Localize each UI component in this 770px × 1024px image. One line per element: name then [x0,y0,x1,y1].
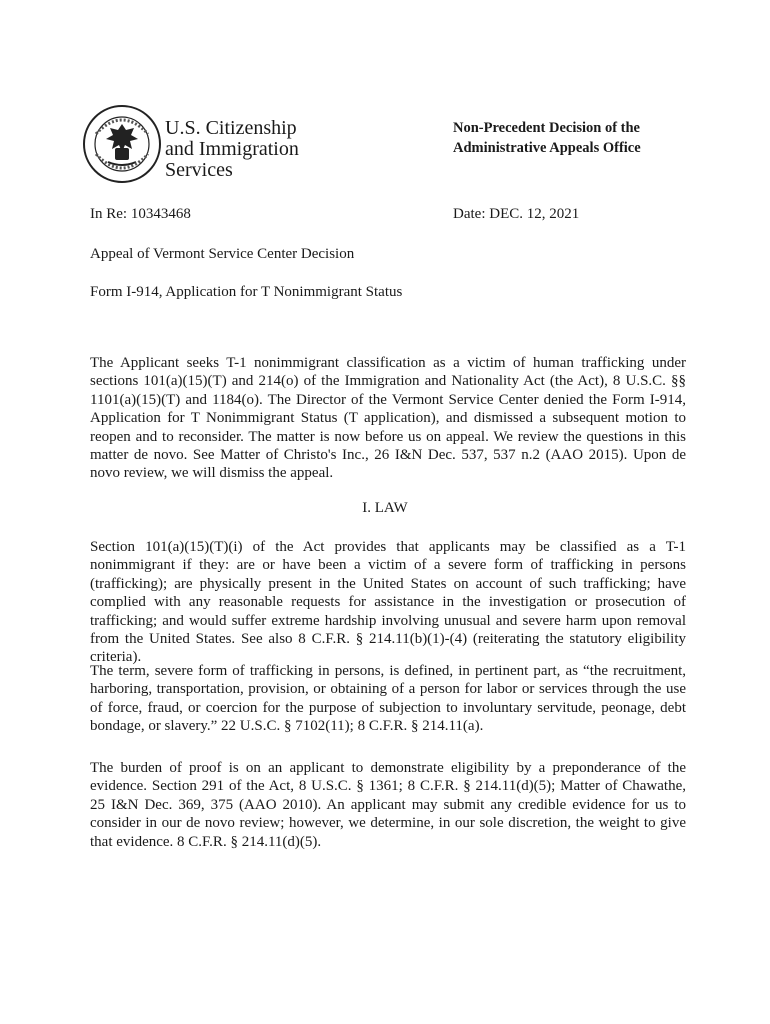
appeal-line: Appeal of Vermont Service Center Decision [90,246,355,262]
decision-date: Date: DEC. 12, 2021 [453,206,580,222]
dhs-seal-icon [82,104,162,184]
agency-line: Services [165,159,233,181]
decision-title [453,118,641,158]
agency-name [165,118,299,181]
law-paragraph: The burden of proof is on an applicant to demonstrate eligibility by a preponderance of the evidence. Section 291 of the Act, 8 U.S.C. § 1361; 8 C.F.R. § 214.11(d)(5); Matter of Chawathe, 25 I&N Dec. 369, 375 (AAO 2010). An applicant may submit any credible evidence for us to consider in our de novo review; however, we determine, in our sole discretion, the weight to give that evidence. 8 C.F.R. § 214.11(d)(5). [90,760,686,850]
decision-title-line: Administrative Appeals Office [453,140,641,156]
case-number: In Re: 10343468 [90,206,191,222]
law-paragraph: Section 101(a)(15)(T)(i) of the Act provides that applicants may be classified as a T-1 nonimmigrant if they: are or have been a victim of a severe form of trafficking in persons (trafficking); are physically present in the United States on account of such trafficking; have complied with any reasonable requests for assistance in the investigation or prosecution of trafficking; and would suffer extreme hardship involving unusual and severe harm upon removal from the United States. See also 8 C.F.R. § 214.11(b)(1)-(4) (reiterating the statutory eligibility criteria). [90,539,686,666]
intro-paragraph: The Applicant seeks T-1 nonimmigrant classification as a victim of human trafficking under sections 101(a)(15)(T) and 214(o) of the Immigration and Nationality Act (the Act), 8 U.S.C. §§ 1101(a)(15)(T) and 1184(o). The Director of the Vermont Service Center denied the Form I-914, Application for T Nonimmigrant Status (T application), and dismissed a subsequent motion to reopen and to reconsider. The matter is now before us on appeal. We review the questions in this matter de novo. See Matter of Christo's Inc., 26 I&N Dec. 537, 537 n.2 (AAO 2015). Upon de novo review, we will dismiss the appeal. [90,355,686,482]
agency-line: U.S. Citizenship [165,117,297,139]
decision-title-line: Non-Precedent Decision of the [453,120,640,136]
law-paragraph: The term, severe form of trafficking in persons, is defined, in pertinent part, as “the recruitment, harboring, transportation, provision, or obtaining of a person for labor or services through the use of force, fraud, or coercion for the purpose of subjection to involuntary servitude, peonage, debt bondage, or slavery.” 22 U.S.C. § 7102(11); 8 C.F.R. § 214.11(a). [90,663,686,735]
agency-line: and Immigration [165,138,299,160]
section-heading: I. LAW [362,500,408,516]
form-line: Form I-914, Application for T Nonimmigrant Status [90,284,403,300]
